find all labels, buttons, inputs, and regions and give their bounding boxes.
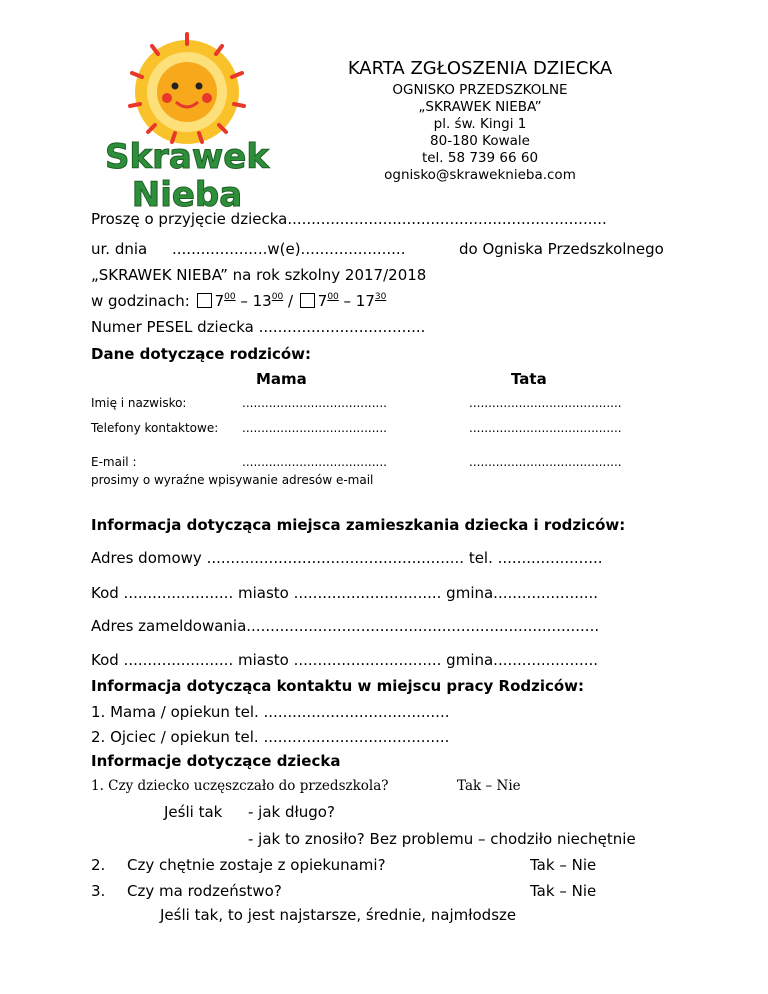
question-1-how-long: - jak długo?	[248, 803, 335, 821]
question-2-answer: Tak – Nie	[530, 856, 597, 874]
hours-option-1-checkbox[interactable]	[197, 293, 212, 308]
hours-row	[91, 292, 386, 310]
mama-phone-field: ......................................	[242, 421, 387, 435]
header-line-6: ognisko@skraweknieba.com	[384, 167, 576, 183]
hours-option-2-checkbox[interactable]	[300, 293, 315, 308]
tata-name-field: ........................................	[469, 396, 622, 410]
question-1-answer: Tak – Nie	[457, 778, 521, 794]
sun-logo-icon	[92, 28, 282, 218]
pesel-field: Numer PESEL dziecka ...................................	[91, 318, 426, 336]
parent-row-label: Imię i nazwisko:	[91, 396, 187, 410]
header-line-4: 80-180 Kowale	[430, 133, 530, 149]
parent-row-label: Telefony kontaktowe:	[91, 421, 219, 435]
header-line-2: „SKRAWEK NIEBA”	[418, 99, 542, 115]
hours-2-start-min: 00	[327, 292, 339, 302]
header-line-3: pl. św. Kingi 1	[433, 116, 527, 132]
header-line-5: tel. 58 739 66 60	[421, 150, 539, 166]
question-3-if: Jeśli tak, to jest najstarsze, średnie, najmłodsze	[160, 906, 517, 924]
tata-email-field: ........................................	[469, 455, 622, 469]
hours-2-end-min: 30	[374, 292, 387, 302]
question-3-answer: Tak – Nie	[530, 882, 597, 900]
question-1-how: - jak to znosiło? Bez problemu – chodziło niechętnie	[248, 830, 636, 848]
registered-postcode-field: Kod ....................... miasto ............................... gmina......................	[91, 651, 599, 669]
mama-name-field: ......................................	[242, 396, 387, 410]
mama-work-phone: 1. Mama / opiekun tel. .......................................	[91, 703, 450, 721]
col-mama: Mama	[256, 370, 307, 388]
birth-date-label: ur. dnia	[91, 240, 148, 258]
parents-heading: Dane dotyczące rodziców:	[91, 345, 312, 363]
address-heading: Informacja dotycząca miejsca zamieszkania dziecka i rodziców:	[91, 516, 626, 534]
hours-2-start: 7	[317, 292, 328, 310]
work-heading: Informacja dotycząca kontaktu w miejscu pracy Rodziców:	[91, 677, 585, 695]
logo-text-line2: Nieba	[131, 175, 243, 215]
question-2: Czy chętnie zostaje z opiekunami?	[127, 856, 386, 874]
birth-date-field: ....................w(e)......................	[172, 240, 406, 258]
hours-1-start: 7	[214, 292, 225, 310]
header-line-1: OGNISKO PRZEDSZKOLNE	[392, 82, 568, 98]
registered-address-field: Adres zameldowania..........................................................................	[91, 617, 600, 635]
hours-1-end: – 13	[235, 292, 272, 310]
intro-line-2-end: do Ogniska Przedszkolnego	[459, 240, 664, 258]
intro-line-1: Proszę o przyjęcie dziecka...................................................................	[91, 210, 607, 228]
father-work-phone: 2. Ojciec / opiekun tel. .......................................	[91, 728, 450, 746]
hours-2-end: – 17	[338, 292, 375, 310]
question-1-if: Jeśli tak	[164, 803, 223, 821]
tata-phone-field: ........................................	[469, 421, 622, 435]
child-heading: Informacje dotyczące dziecka	[91, 752, 341, 770]
hours-label: w godzinach:	[91, 292, 190, 310]
parent-row-label: E-mail :	[91, 455, 137, 469]
question-1: 1. Czy dziecko uczęszczało do przedszkola?	[91, 778, 389, 794]
form-title: KARTA ZGŁOSZENIA DZIECKA	[347, 58, 613, 79]
home-address-field: Adres domowy ...................................................... tel. ......................	[91, 549, 603, 567]
hours-1-start-min: 00	[224, 292, 236, 302]
hours-separator: /	[283, 292, 298, 310]
intro-line-3: „SKRAWEK NIEBA” na rok szkolny 2017/2018	[91, 266, 427, 284]
logo-text-line1: Skrawek	[105, 137, 269, 177]
question-3-number: 3.	[91, 882, 106, 900]
email-note: prosimy o wyraźne wpisywanie adresów e-mail	[91, 473, 374, 487]
hours-1-end-min: 00	[271, 292, 284, 302]
question-3: Czy ma rodzeństwo?	[127, 882, 282, 900]
col-tata: Tata	[511, 370, 547, 388]
question-2-number: 2.	[91, 856, 106, 874]
logo	[92, 28, 282, 218]
mama-email-field: ......................................	[242, 455, 387, 469]
home-postcode-field: Kod ....................... miasto ............................... gmina......................	[91, 584, 599, 602]
